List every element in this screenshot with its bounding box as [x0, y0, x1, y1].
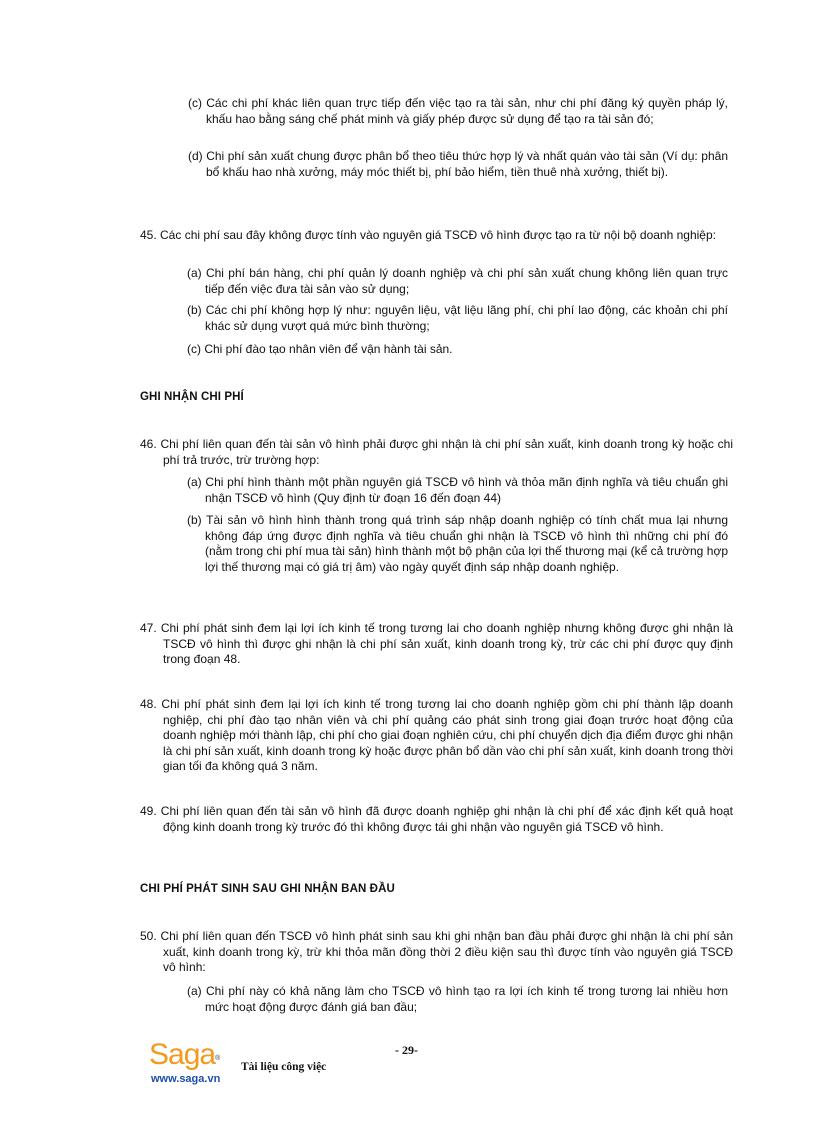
- logo-url: www.saga.vn: [151, 1073, 221, 1085]
- section-heading-ghi-nhan-chi-phi: GHI NHẬN CHI PHÍ: [140, 391, 244, 403]
- paragraph-45b: (b) Các chi phí không hợp lý như: nguyên liệu, vật liệu lãng phí, chi phí lao động, các khoản chi phí khác sử dụng vượt quá mức bình thường;: [187, 303, 728, 333]
- section-heading-chi-phi-phat-sinh: CHI PHÍ PHÁT SINH SAU GHI NHẬN BAN ĐẦU: [140, 883, 395, 895]
- paragraph-45c: (c) Chi phí đào tạo nhân viên để vận hành tài sản.: [187, 342, 453, 356]
- saga-logo: [149, 1040, 239, 1092]
- registered-mark: ®: [215, 1055, 221, 1062]
- paragraph-47: 47. Chi phí phát sinh đem lại lợi ích kinh tế trong tương lai cho doanh nghiệp nhưng không được ghi nhận là TSCĐ vô hình thì được ghi nhận là chi phí sản xuất, kinh doanh trong kỳ, trừ các chi phí được quy định trong đoạn 48.: [140, 621, 733, 666]
- paragraph-44d: (d) Chi phí sản xuất chung được phân bổ theo tiêu thức hợp lý và nhất quán vào tài sản (Ví dụ: phân bổ khấu hao nhà xưởng, máy móc thiết bị, phí bảo hiểm, tiền thuê nhà xưởng, thiết bị).: [188, 149, 728, 179]
- paragraph-45a: (a) Chi phí bán hàng, chi phí quản lý doanh nghiệp và chi phí sản xuất chung không liên quan trực tiếp đến việc đưa tài sản vào sử dụng;: [187, 266, 728, 296]
- paragraph-48: 48. Chi phí phát sinh đem lại lợi ích kinh tế trong tương lai cho doanh nghiệp gồm chi phí thành lập doanh nghiệp, chi phí đào tạo nhân viên và chi phí quảng cáo phát sinh trong giai đoạn trước hoạt động của doanh nghiệp mới thành lập, chi phí cho giai đoạn nghiên cứu, chi phí chuyển dịch địa điểm được ghi nhận là chi phí sản xuất, kinh doanh trong kỳ hoặc được phân bổ dần vào chi phí sản xuất, kinh doanh trong thời gian tối đa không quá 3 năm.: [140, 697, 733, 773]
- paragraph-50a: (a) Chi phí này có khả năng làm cho TSCĐ vô hình tạo ra lợi ích kinh tế trong tương lai nhiều hơn mức hoạt động được đánh giá ban đầu;: [187, 984, 728, 1014]
- paragraph-46a: (a) Chi phí hình thành một phần nguyên giá TSCĐ vô hình và thỏa mãn định nghĩa và tiêu chuẩn ghi nhận TSCĐ vô hình (Quy định từ đoạn 16 đến đoạn 44): [187, 475, 728, 505]
- footer-tagline: Tài liệu công việc: [241, 1061, 327, 1073]
- paragraph-49: 49. Chi phí liên quan đến tài sản vô hình đã được doanh nghiệp ghi nhận là chi phí để xác định kết quả hoạt động kinh doanh trong kỳ trước đó thì không được tái ghi nhận vào nguyên giá TSCĐ vô hình.: [140, 804, 733, 834]
- paragraph-46: 46. Chi phí liên quan đến tài sản vô hình phải được ghi nhận là chi phí sản xuất, kinh doanh trong kỳ hoặc chi phí trả trước, trừ trường hợp:: [140, 437, 733, 467]
- paragraph-46b: (b) Tài sản vô hình hình thành trong quá trình sáp nhập doanh nghiệp có tính chất mua lại nhưng không đáp ứng được định nghĩa và tiêu chuẩn ghi nhận là TSCĐ vô hình thì những chi phí đó (nằm trong chi phí mua tài sản) hình thành một bộ phận của lợi thế thương mại (kể cả trường hợp lợi thế thương mại có giá trị âm) vào ngày quyết định sáp nhập doanh nghiệp.: [187, 513, 728, 574]
- paragraph-44c: (c) Các chi phí khác liên quan trực tiếp đến việc tạo ra tài sản, như chi phí đăng ký quyền pháp lý, khấu hao bằng sáng chế phát minh và giấy phép được sử dụng để tạo ra tài sản đó;: [188, 96, 728, 126]
- saga-logo-wordmark: [149, 1040, 220, 1070]
- paragraph-45: 45. Các chi phí sau đây không được tính vào nguyên giá TSCĐ vô hình được tạo ra từ nội bộ doanh nghiệp:: [140, 228, 716, 242]
- page-number: - 29-: [395, 1043, 418, 1057]
- paragraph-50: 50. Chi phí liên quan đến TSCĐ vô hình phát sinh sau khi ghi nhận ban đầu phải được ghi nhận là chi phí sản xuất, kinh doanh trong kỳ, trừ khi thỏa mãn đồng thời 2 điều kiện sau thì được tính vào nguyên giá TSCĐ vô hình:: [140, 929, 733, 974]
- logo-text: Saga: [149, 1038, 216, 1071]
